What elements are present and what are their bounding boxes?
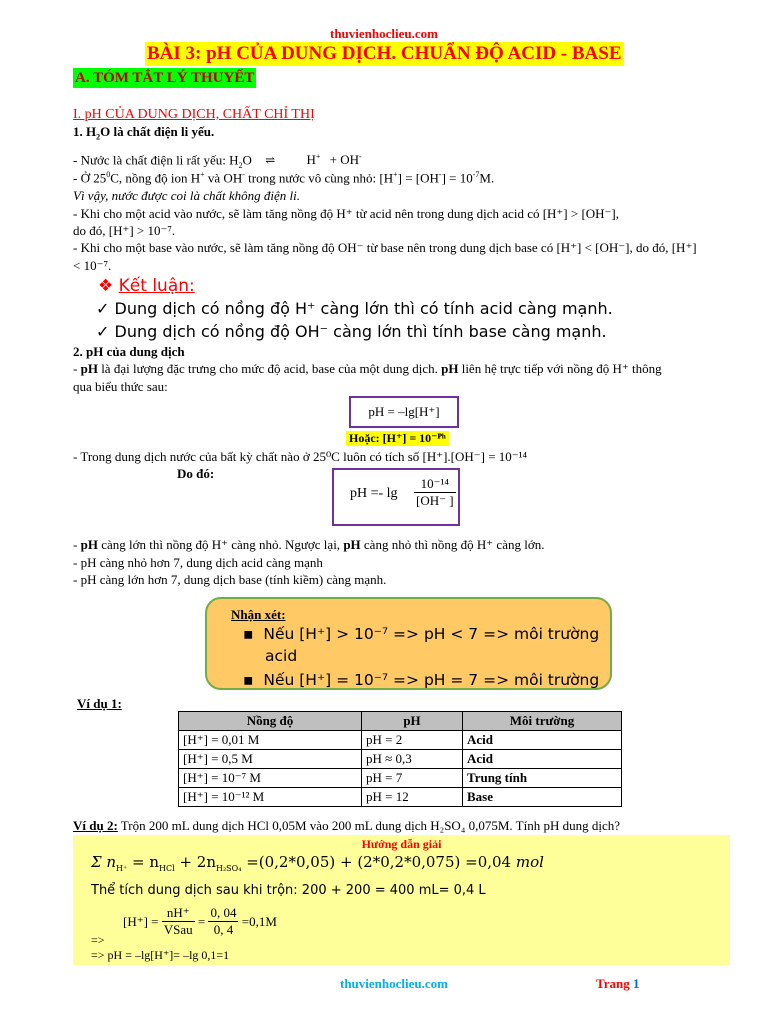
page-title: BÀI 3: pH CỦA DUNG DỊCH. CHUẨN ĐỘ ACID - BASE (147, 43, 622, 64)
table-cell: [H⁺] = 0,01 M (179, 731, 362, 750)
table-row (179, 750, 622, 769)
example1-label: Ví dụ 1: (77, 696, 122, 711)
table-cell: pH = 2 (362, 731, 463, 750)
moles-equation: Σ $n_{H^+} = n_{HCl} + 2n_{H_2SO_4} =(0,2*0,05) + (2*0,2*0,075) =0,04$ mol (91, 853, 544, 873)
alt-formula: Hoặc: [H⁺] = 10⁻ᴾʰ (346, 431, 449, 446)
table-cell: pH = 12 (362, 788, 463, 807)
example1-table (178, 711, 622, 807)
remark-item-acid-cont: acid (265, 647, 298, 665)
acid-line-1: - Khi cho một acid vào nước, sẽ làm tăng nồng độ H⁺ từ acid nên trong dung dịch acid có [H⁺] > [OH⁻], (73, 206, 619, 221)
ph-definition-line-2: qua biểu thức sau: (73, 379, 168, 394)
implies-arrow: => (91, 933, 105, 947)
table-cell: Acid (463, 750, 622, 769)
ph-formula: pH = –lg[H⁺] (368, 404, 440, 419)
non-electrolyte-note: Vì vậy, nước được coi là chất không điện li. (73, 188, 300, 203)
base-line-1: - Khi cho một base vào nước, sẽ làm tăng nồng độ OH⁻ từ base nên trong dung dịch base có [H⁺] < [OH⁻], do đó, [H⁺] (73, 240, 697, 255)
table-row (179, 788, 622, 807)
remark-item-neutral: ▪ Nếu [H⁺] = 10⁻⁷ => pH = 7 => môi trường (243, 671, 600, 689)
concentration-line: - Ở $25^0C$, nồng độ ion H+ và OH- trong nước vô cùng nhỏ: $[H^+] = [OH^-] = 10^{-7}M$. (73, 170, 495, 186)
footer-site-link[interactable]: thuvienhoclieu.com (340, 976, 448, 991)
concentration-equation: [H⁺] = $\frac{nH^+}{\text{VSau}}$ = $\frac{0, 04}{0, 4}$ =0,1M (123, 905, 277, 937)
ph-formula-box (349, 396, 459, 428)
remark-title: Nhận xét: (231, 607, 286, 622)
volume-line: Thể tích dung dịch sau khi trộn: 200 + 200 = 400 mL= 0,4 L (91, 883, 486, 898)
remark-item-acid: ▪ Nếu [H⁺] > 10⁻⁷ => pH < 7 => môi trường (243, 625, 600, 643)
ion-product-line: - Trong dung dịch nước của bất kỳ chất nào ở 25⁰C luôn có tích số [H⁺].[OH⁻] = 10⁻¹⁴ (73, 449, 528, 464)
poh-formula-left: pH =- lg (350, 486, 398, 501)
final-ph-line: => pH = –lg[H⁺]= –lg 0,1=1 (91, 948, 230, 962)
ph-heading: 2. pH của dung dịch (73, 344, 185, 359)
table-header: Nồng độ (179, 712, 362, 731)
therefore-label: Do đó: (177, 466, 215, 481)
section-a-heading: A. TÓM TẮT LÝ THUYẾT (75, 70, 255, 86)
site-header[interactable]: thuvienhoclieu.com (330, 26, 438, 41)
checkmark-icon: ✓ (96, 299, 115, 318)
diamond-bullet-icon: ❖ (98, 276, 119, 296)
table-row (179, 731, 622, 750)
base-line-2: < 10⁻⁷. (73, 258, 112, 273)
ph-definition-line-1: - pH là đại lượng đặc trưng cho mức độ acid, base của một dung dịch. pH liên hệ trực tiếp với nồng độ H⁺ thông (73, 361, 662, 376)
square-bullet-icon: ▪ (243, 671, 264, 689)
table-cell: pH ≈ 0,3 (362, 750, 463, 769)
square-bullet-icon: ▪ (243, 625, 264, 643)
table-header: pH (362, 712, 463, 731)
water-heading: 1. $H_2O$ là chất điện li yếu. (73, 124, 215, 142)
conclusion-item-base: ✓ Dung dịch có nồng độ OH⁻ càng lớn thì tính base càng mạnh. (96, 322, 607, 341)
acid-line-2: do đó, [H⁺] > 10⁻⁷. (73, 223, 176, 238)
part1-heading: I. pH CỦA DUNG DỊCH, CHẤT CHỈ THỊ (73, 107, 315, 122)
acid-strength-line: - pH càng nhỏ hơn 7, dung dịch acid càng mạnh (73, 555, 323, 570)
table-row (179, 769, 622, 788)
poh-formula-box (332, 468, 460, 526)
table-header-row (179, 712, 622, 731)
solution-box (73, 835, 730, 965)
page-number: Trang 1 (596, 976, 640, 991)
ph-relation-line: - pH càng lớn thì nồng độ H⁺ càng nhỏ. Ngược lại, pH càng nhỏ thì nồng độ H⁺ càng lớn. (73, 537, 545, 552)
table-cell: [H⁺] = 10⁻¹² M (179, 788, 362, 807)
base-strength-line: - pH càng lớn hơn 7, dung dịch base (tính kiềm) càng mạnh. (73, 572, 387, 587)
conclusion-heading: ❖ Kết luận: (98, 276, 195, 296)
example2-line: Ví dụ 2: Trộn 200 mL dung dịch HCl 0,05M vào 200 mL dung dịch H₂SO₄ 0,075M. Tính pH dung dịch? (73, 818, 621, 833)
table-cell: [H⁺] = 10⁻⁷ M (179, 769, 362, 788)
conclusion-item-acid: ✓ Dung dịch có nồng độ H⁺ càng lớn thì có tính acid càng mạnh. (96, 299, 613, 318)
table-cell: [H⁺] = 0,5 M (179, 750, 362, 769)
remark-callout (205, 597, 612, 690)
checkmark-icon: ✓ (96, 322, 115, 341)
table-cell: Acid (463, 731, 622, 750)
solution-title: Hướng dẫn giải (361, 837, 442, 851)
table-cell: Trung tính (463, 769, 622, 788)
poh-fraction: $\frac{\text{10⁻¹⁴}}{[OH^- ]}$ (416, 476, 454, 508)
table-header: Môi trường (463, 712, 622, 731)
table-cell: pH = 7 (362, 769, 463, 788)
water-ionization-line: - Nước là chất điện li rất yếu: $H_2O$ ⇌ H+ + OH- (73, 152, 362, 170)
equilibrium-arrow-icon: ⇌ (265, 153, 276, 168)
table-cell: Base (463, 788, 622, 807)
